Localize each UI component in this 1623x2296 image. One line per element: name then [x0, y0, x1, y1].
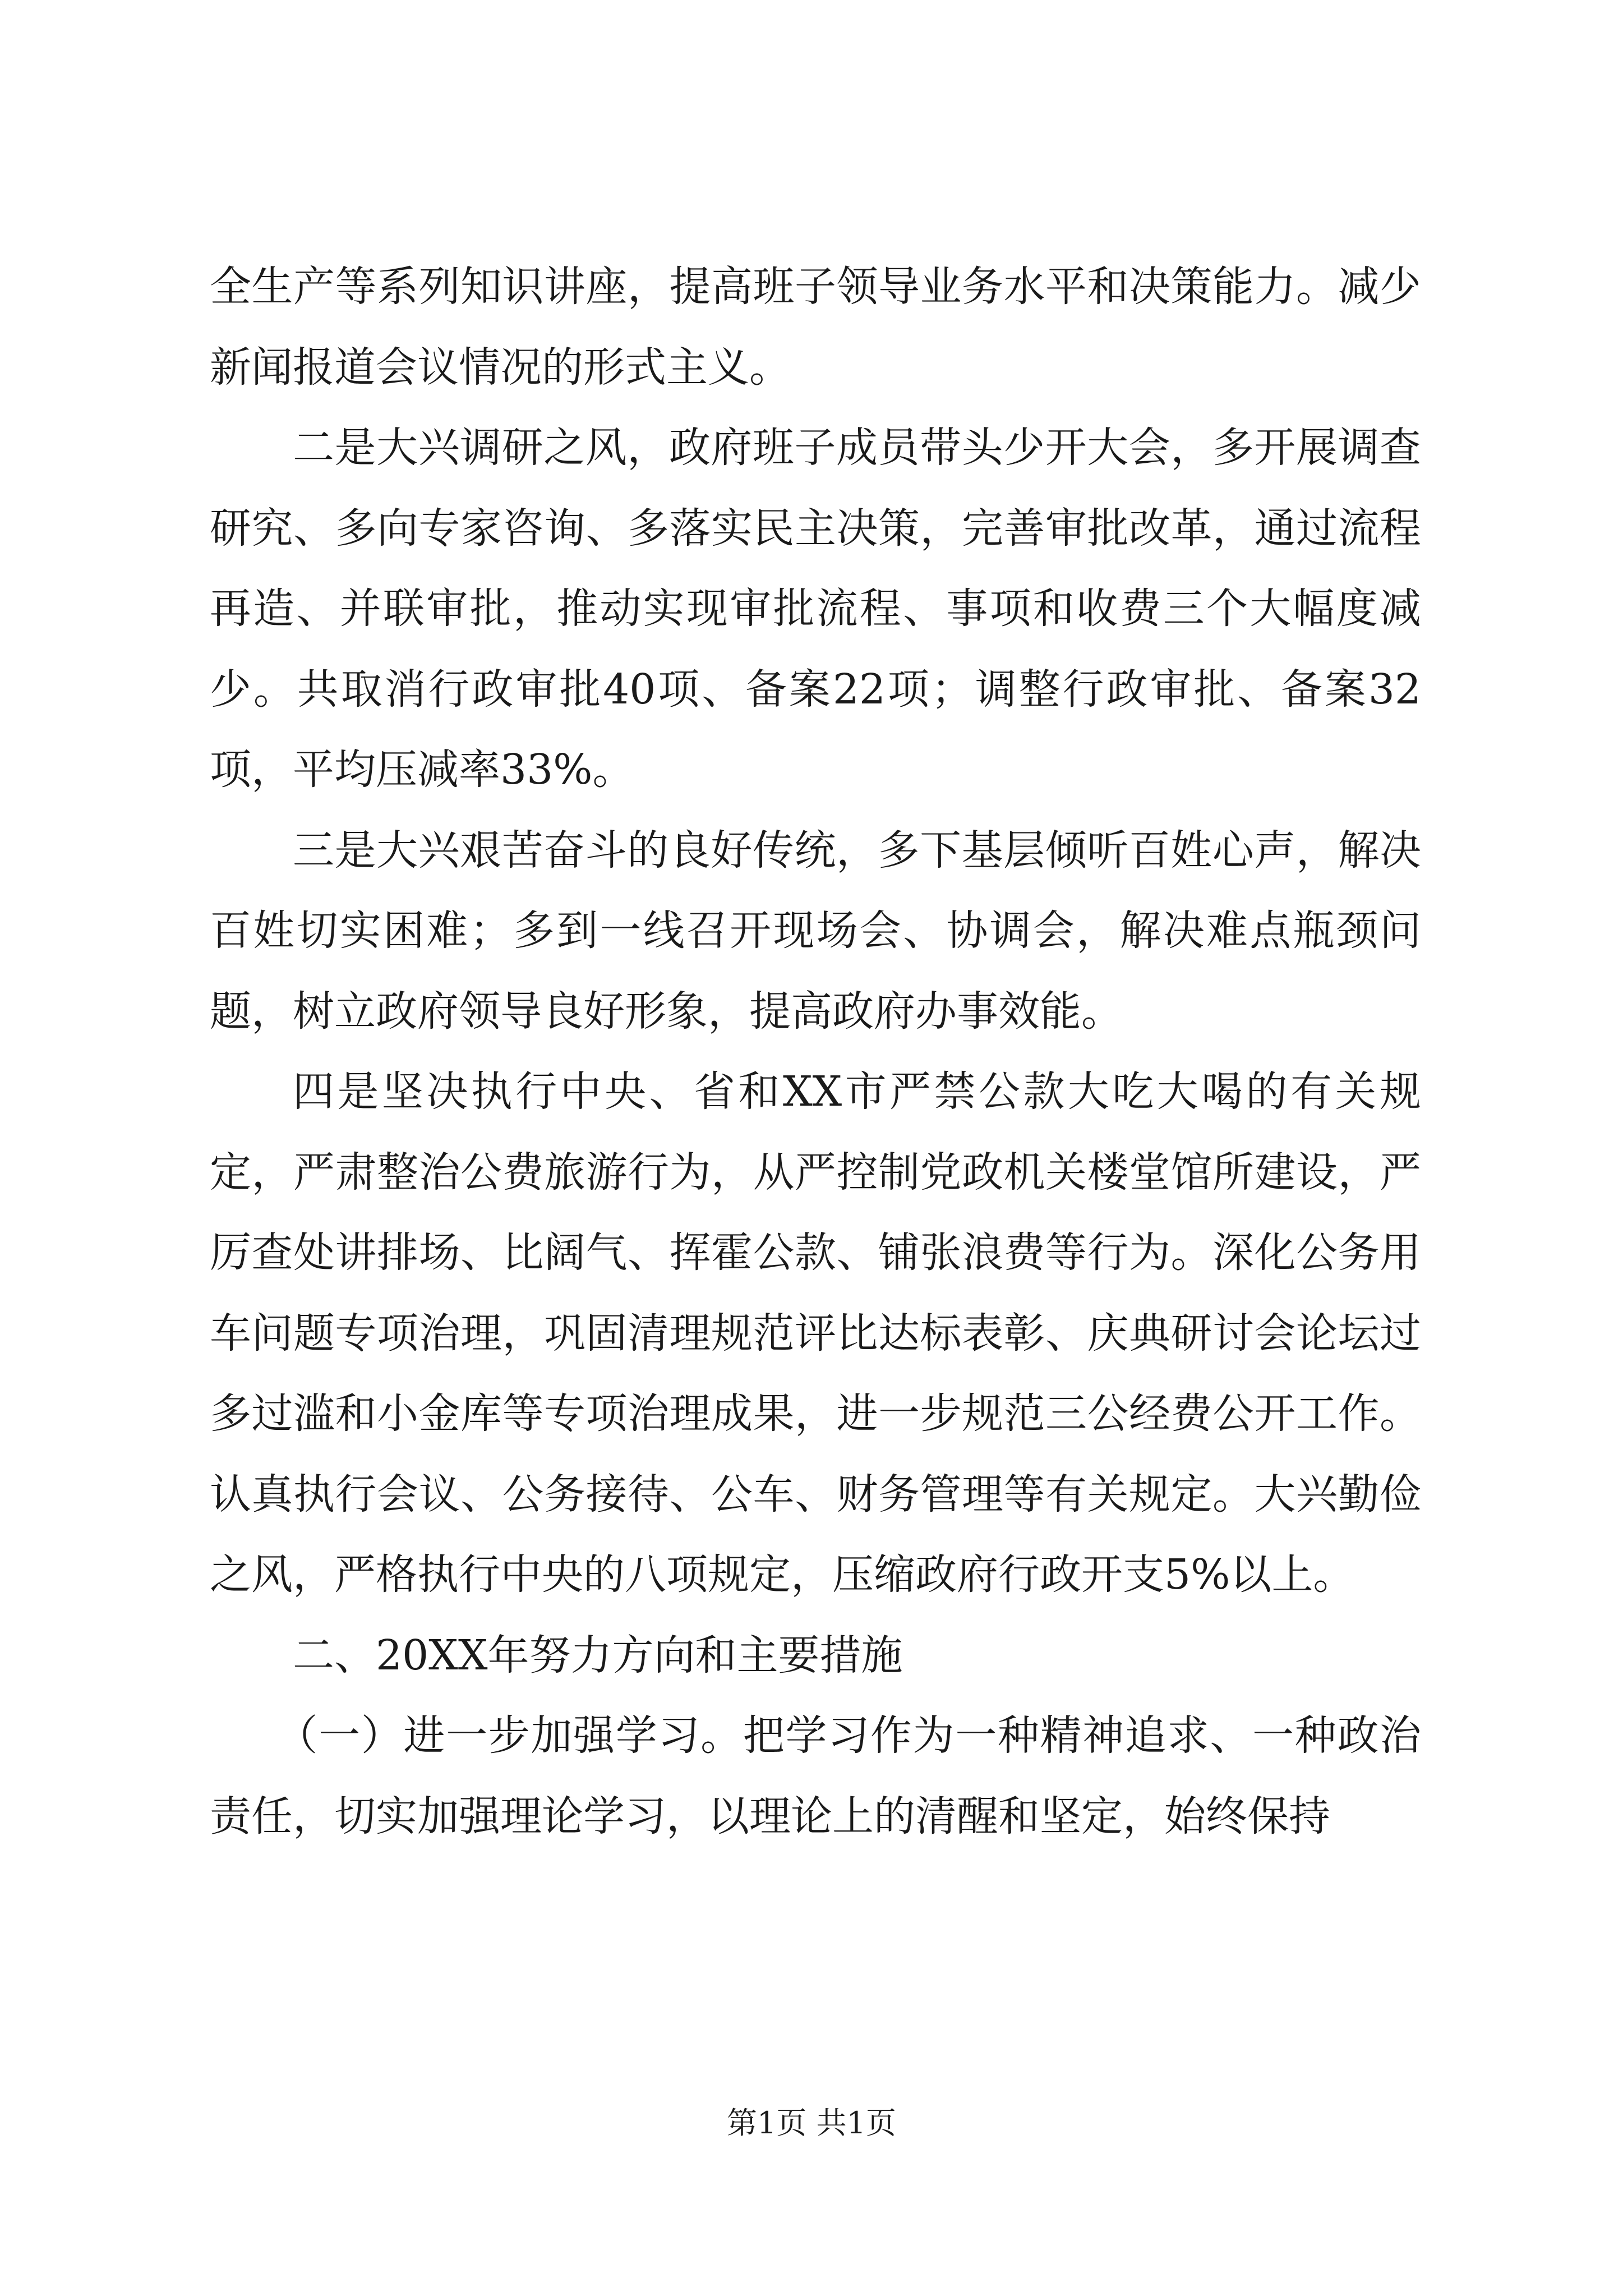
- section-heading: 二、20XX年努力方向和主要措施: [293, 1631, 903, 1680]
- paragraph-continuation: 全生产等系列知识讲座，提高班子领导业务水平和决策能力。减少新闻报道会议情况的形式主义。: [210, 263, 1421, 392]
- paragraph-hard-work: 三是大兴艰苦奋斗的良好传统，多下基层倾听百姓心声，解决百姓切实困难；多到一线召开现场会、协调会，解决难点瓶颈问题，树立政府领导良好形象，提高政府办事效能。: [210, 826, 1421, 1036]
- page-footer: 第1页 共1页: [727, 2105, 896, 2141]
- paragraph-research: 二是大兴调研之风，政府班子成员带头少开大会，多开展调查研究、多向专家咨询、多落实民主决策，完善审批改革，通过流程再造、并联审批，推动实现审批流程、事项和收费三个大幅度减少。共取消行政审批40项、备案22项；调整行政审批、备案32项，平均压减率33%。: [210, 424, 1421, 794]
- paragraph-regulations: 四是坚决执行中央、省和XX市严禁公款大吃大喝的有关规定，严肃整治公费旅游行为，从严控制党政机关楼堂馆所建设，严厉查处讲排场、比阔气、挥霍公款、铺张浪费等行为。深化公务用车问题专项治理，巩固清理规范评比达标表彰、庆典研讨会论坛过多过滥和小金库等专项治理成果，进一步规范三公经费公开工作。认真执行会议、公务接待、公车、财务管理等有关规定。大兴勤俭之风，严格执行中央的八项规定，压缩政府行政开支5%以上。: [210, 1068, 1421, 1599]
- paragraph-study: （一）进一步加强学习。把学习作为一种精神追求、一种政治责任，切实加强理论学习，以理论上的清醒和坚定，始终保持: [210, 1711, 1421, 1841]
- document-body: [210, 247, 1421, 1857]
